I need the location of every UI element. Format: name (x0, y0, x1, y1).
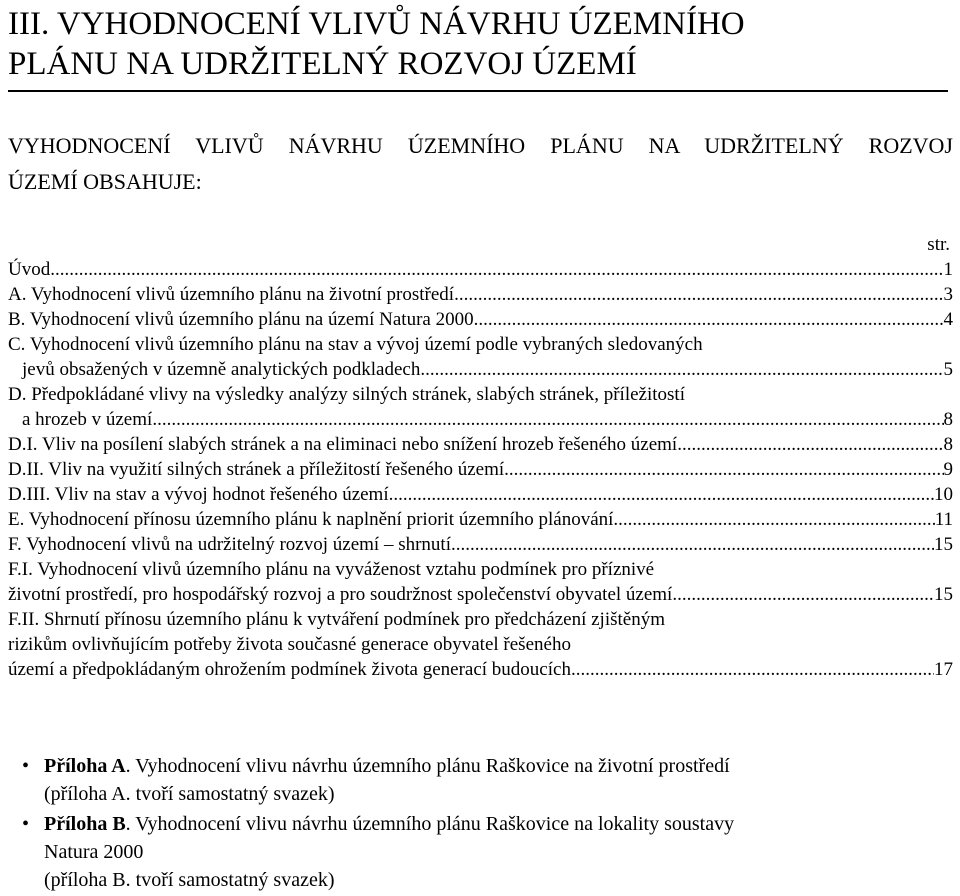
toc-entry (8, 457, 953, 482)
toc-entry-title: B. Vyhodnocení vlivů územního plánu na území Natura 2000 (8, 309, 474, 330)
attachment-description: . Vyhodnocení vlivu návrhu územního plánu Raškovice na životní prostředí (125, 755, 730, 777)
toc-dot-leader (613, 507, 934, 532)
toc-page-number: 11 (934, 509, 953, 530)
toc-dot-leader (389, 482, 934, 507)
toc-entry-line: D. Předpokládané vlivy na výsledky analýzy silných stránek, slabých stránek, příležitostí (8, 384, 685, 405)
attachment-item (22, 810, 952, 894)
toc-entry-title: a hrozeb v území (22, 409, 153, 430)
toc-entry (8, 307, 953, 332)
toc-page-number: 15 (934, 534, 953, 555)
attachment-title-line (44, 752, 952, 780)
toc-entry-title: F. Vyhodnocení vlivů na udržitelný rozvoj území – shrnutí (8, 534, 451, 555)
attachment-note-line: (příloha A. tvoří samostatný svazek) (44, 783, 335, 805)
toc-dot-leader (571, 657, 934, 682)
toc-entry (8, 507, 953, 532)
toc-page-number: 8 (943, 409, 953, 430)
toc-page-number: 17 (934, 659, 953, 680)
toc-entry-title: D.I. Vliv na posílení slabých stránek a na eliminaci nebo snížení hrozeb řešeného území (8, 434, 678, 455)
toc-page-number: 3 (943, 284, 953, 305)
attachment-description: . Vyhodnocení vlivu návrhu územního plánu Raškovice na lokality soustavy (125, 813, 735, 835)
toc-page-number: 8 (943, 434, 953, 455)
toc-entry-title: jevů obsažených v územně analytických podkladech (22, 359, 421, 380)
toc-entry-line: rizikům ovlivňujícím potřeby života současné generace obyvatel řešeného (8, 634, 571, 655)
toc-entry (8, 382, 953, 432)
toc-dot-leader (50, 257, 943, 282)
toc-entry (8, 432, 953, 457)
toc-dot-leader (672, 582, 934, 607)
toc-entry-title: území a předpokládaným ohrožením podmínek života generací budoucích (8, 659, 571, 680)
main-title-line-1: III. VYHODNOCENÍ VLIVŮ NÁVRHU ÚZEMNÍHO (8, 6, 745, 42)
subtitle-line-2: ÚZEMÍ OBSAHUJE: (8, 169, 202, 194)
toc-entry-leader-line (8, 532, 953, 557)
toc-dot-leader (420, 357, 943, 382)
toc-entry (8, 607, 953, 682)
toc-entry (8, 332, 953, 382)
toc-entry-title: E. Vyhodnocení přínosu územního plánu k naplnění priorit územního plánování (8, 509, 614, 530)
subtitle-line-1: VYHODNOCENÍ VLIVŮ NÁVRHU ÚZEMNÍHO PLÁNU NA UDRŽITELNÝ ROZVOJ (8, 133, 953, 158)
toc-dot-leader (504, 457, 943, 482)
page-column-label: str. (927, 234, 950, 255)
toc-entry-title: D.II. Vliv na využití silných stránek a příležitostí řešeného území (8, 459, 505, 480)
toc-entry-leader-line (8, 482, 953, 507)
bullet-icon: • (22, 755, 30, 777)
main-title-line-2: PLÁNU NA UDRŽITELNÝ ROZVOJ ÚZEMÍ (8, 46, 637, 82)
toc-entry-leader-line (8, 432, 953, 457)
toc-entry (8, 557, 953, 607)
toc-entry-line: F.I. Vyhodnocení vlivů územního plánu na vyváženost vztahu podmínek pro příznivé (8, 559, 655, 580)
toc-entry-leader-line (8, 407, 953, 432)
table-of-contents (8, 257, 953, 682)
toc-entry (8, 532, 953, 557)
toc-entry-title: Úvod (8, 259, 51, 280)
toc-entry-line: F.II. Shrnutí přínosu územního plánu k vytváření podmínek pro předcházení zjištěným (8, 609, 666, 630)
toc-entry-line: C. Vyhodnocení vlivů územního plánu na stav a vývoj území podle vybraných sledovaných (8, 334, 703, 355)
toc-page-number: 4 (943, 309, 953, 330)
toc-entry-leader-line (8, 257, 953, 282)
toc-entry-leader-line (8, 307, 953, 332)
toc-page-number: 9 (943, 459, 953, 480)
toc-dot-leader (451, 532, 934, 557)
toc-page-number: 5 (943, 359, 953, 380)
toc-entry-title: D.III. Vliv na stav a vývoj hodnot řešeného území (8, 484, 389, 505)
attachment-item (22, 752, 952, 808)
section-subtitle (8, 128, 953, 200)
toc-entry (8, 482, 953, 507)
toc-entry-leader-line (8, 357, 953, 382)
toc-entry-title: A. Vyhodnocení vlivů územního plánu na životní prostředí (8, 284, 455, 305)
toc-page-number: 15 (934, 584, 953, 605)
bullet-icon: • (22, 813, 30, 835)
toc-page-number: 1 (943, 259, 953, 280)
attachments-list (22, 752, 952, 896)
toc-dot-leader (474, 307, 944, 332)
toc-entry-leader-line (8, 282, 953, 307)
toc-entry (8, 257, 953, 282)
toc-entry-leader-line (8, 582, 953, 607)
toc-dot-leader (677, 432, 943, 457)
toc-entry-title: životní prostředí, pro hospodářský rozvoj a pro soudržnost společenství obyvatel území (8, 584, 673, 605)
main-title (8, 4, 948, 92)
toc-entry-leader-line (8, 507, 953, 532)
toc-page-number: 10 (934, 484, 953, 505)
toc-dot-leader (152, 407, 943, 432)
toc-dot-leader (454, 282, 943, 307)
toc-entry-leader-line (8, 657, 953, 682)
toc-entry-leader-line (8, 457, 953, 482)
toc-entry (8, 282, 953, 307)
attachment-note-line: (příloha B. tvoří samostatný svazek) (44, 869, 335, 891)
attachment-label: Příloha B (44, 813, 126, 835)
attachment-note-line: Natura 2000 (44, 841, 144, 863)
attachment-title-line (44, 810, 952, 838)
attachment-label: Příloha A (44, 755, 126, 777)
